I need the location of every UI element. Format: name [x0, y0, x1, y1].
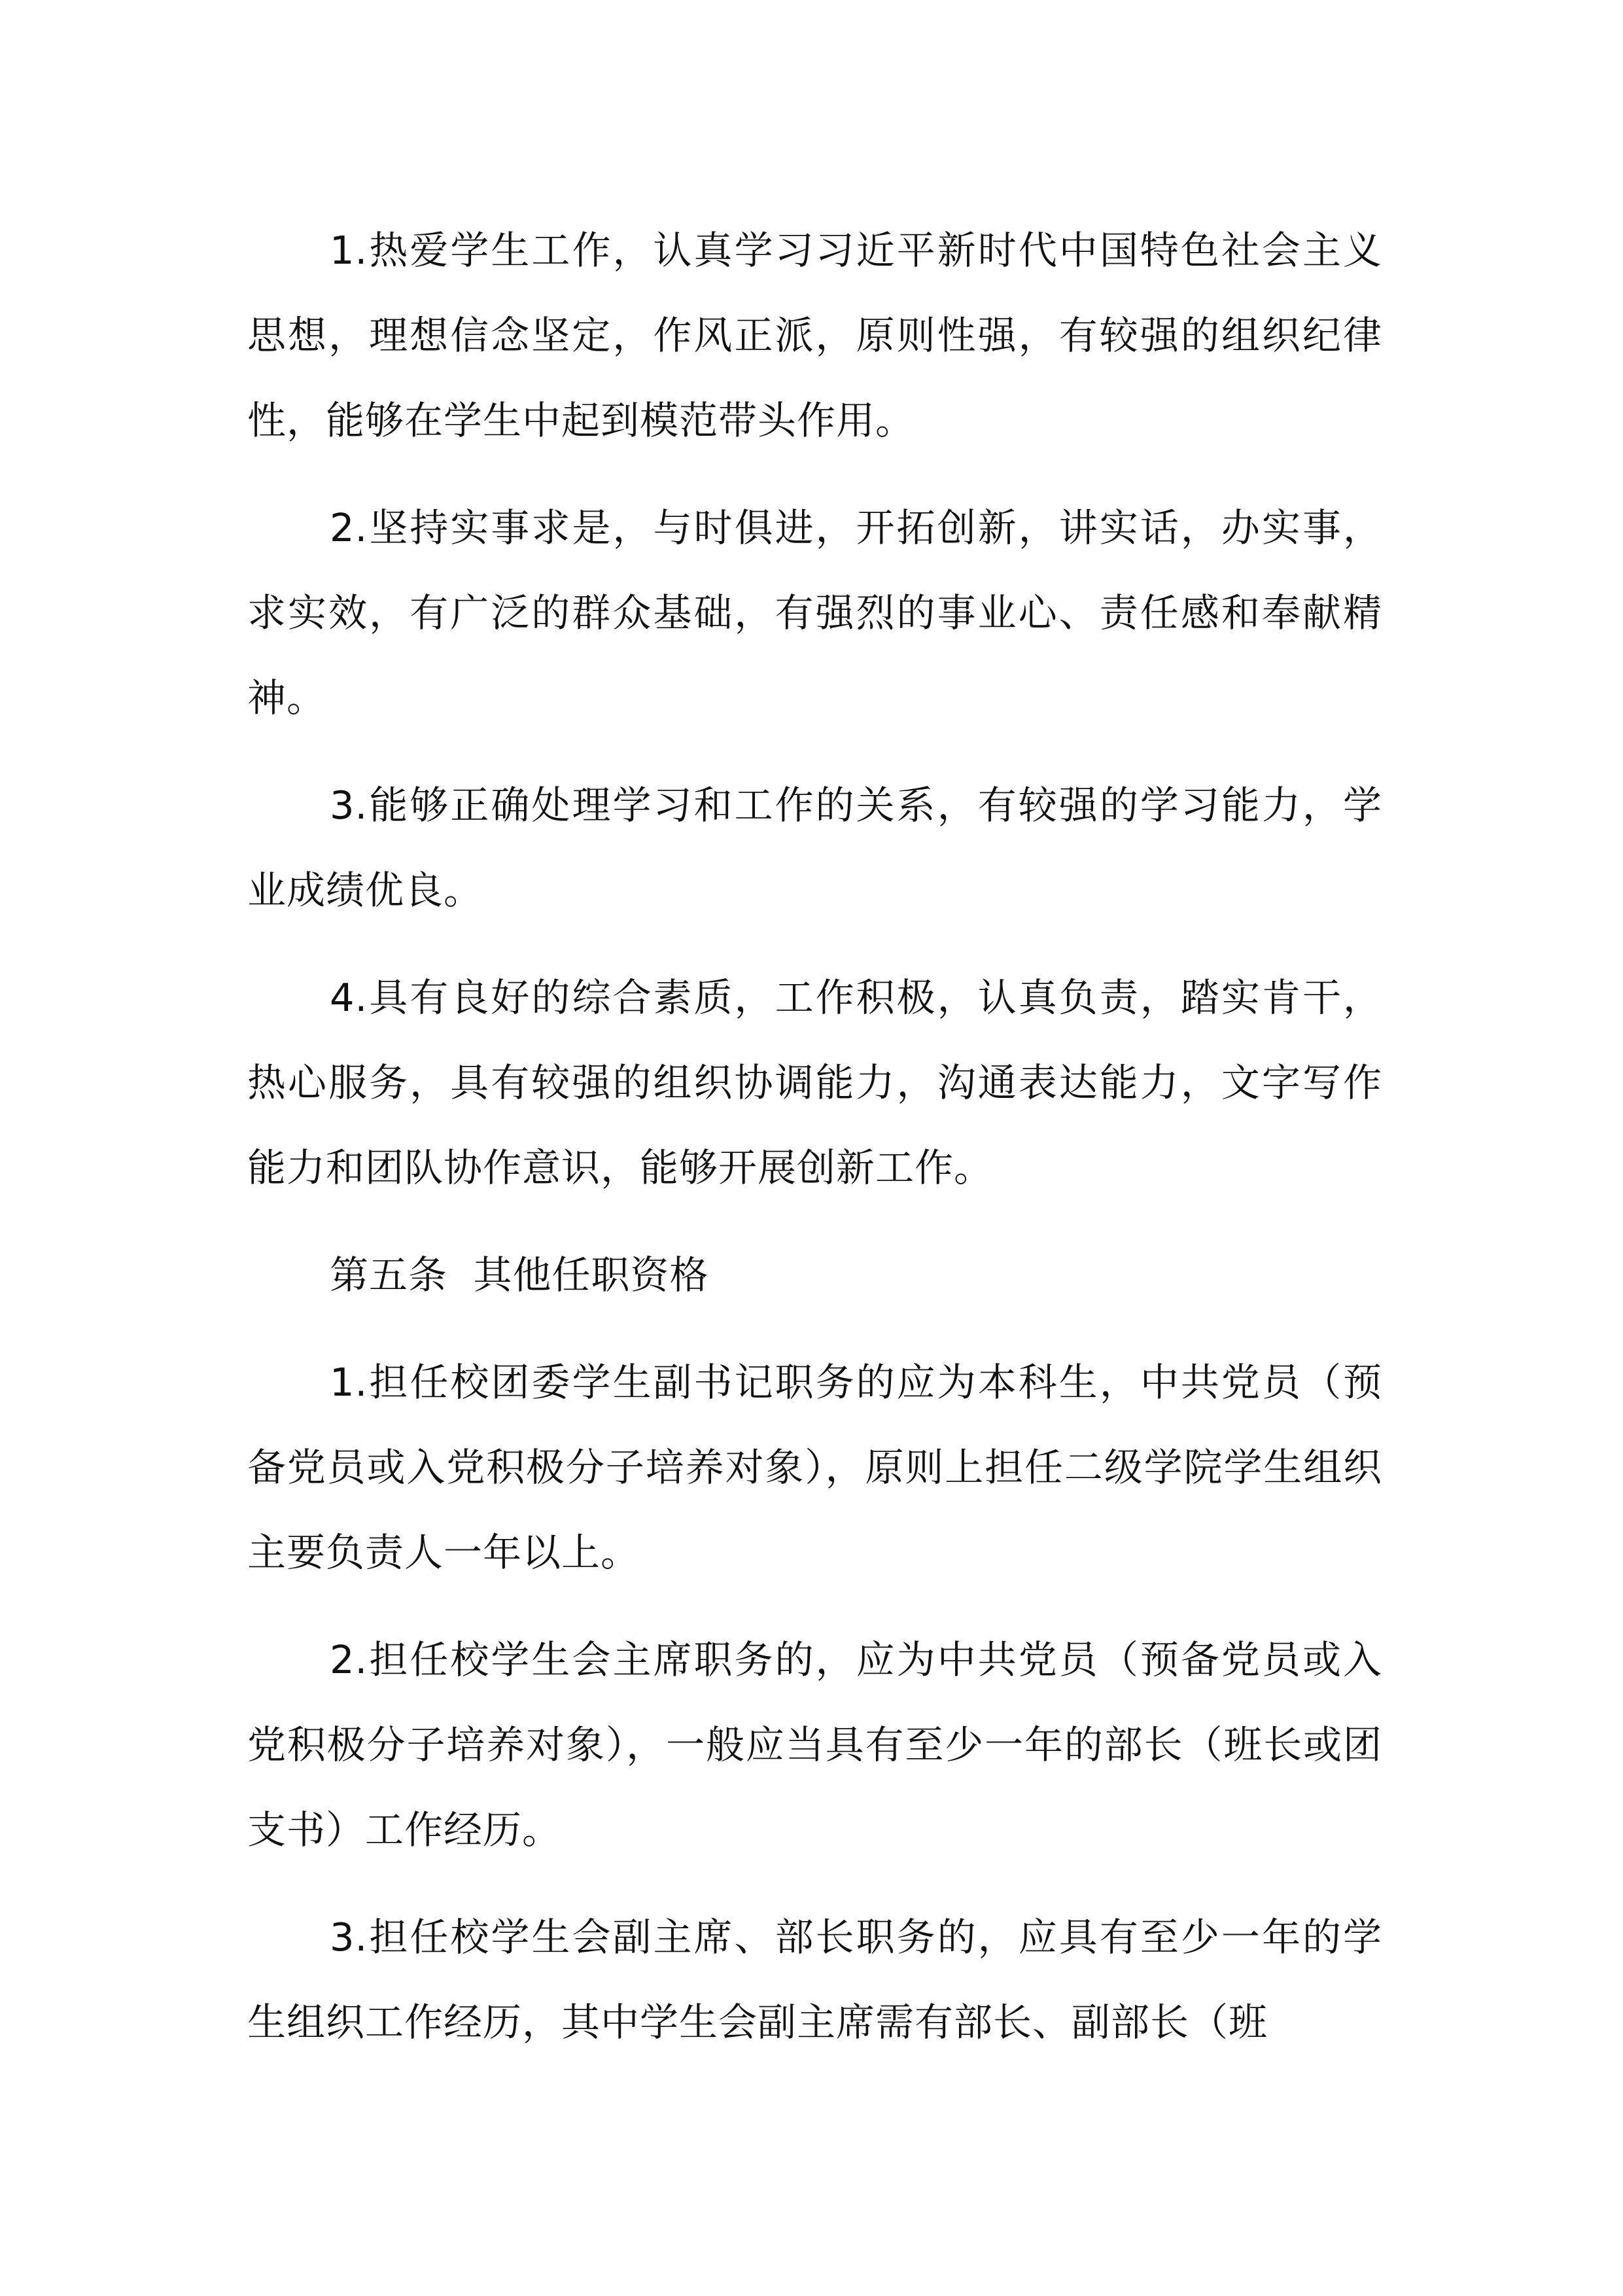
article-heading-5: 第五条 其他任职资格: [330, 1252, 709, 1298]
paragraph-requirement-4: 4.具有良好的综合素质，工作积极，认真负责，踏实肯干，热心服务，具有较强的组织协调能力，沟通表达能力，文字写作能力和团队协作意识，能够开展创新工作。: [247, 975, 1382, 1190]
paragraph-requirement-2: 2.坚持实事求是，与时俱进，开拓创新，讲实话，办实事，求实效，有广泛的群众基础，有强烈的事业心、责任感和奉献精神。: [247, 505, 1382, 720]
paragraph-qualification-1: 1.担任校团委学生副书记职务的应为本科生，中共党员（预备党员或入党积极分子培养对象），原则上担任二级学院学生组织主要负责人一年以上。: [247, 1360, 1382, 1575]
paragraph-qualification-3: 3.担任校学生会副主席、部长职务的，应具有至少一年的学生组织工作经历，其中学生会副主席需有部长、副部长（班: [247, 1915, 1382, 2045]
paragraph-qualification-2: 2.担任校学生会主席职务的，应为中共党员（预备党员或入党积极分子培养对象），一般应当具有至少一年的部长（班长或团支书）工作经历。: [247, 1637, 1382, 1852]
paragraph-requirement-3: 3.能够正确处理学习和工作的关系，有较强的学习能力，学业成绩优良。: [247, 783, 1382, 913]
document-body: [247, 208, 1382, 2087]
paragraph-requirement-1: 1.热爱学生工作，认真学习习近平新时代中国特色社会主义思想，理想信念坚定，作风正派，原则性强，有较强的组织纪律性，能够在学生中起到模范带头作用。: [247, 228, 1382, 443]
